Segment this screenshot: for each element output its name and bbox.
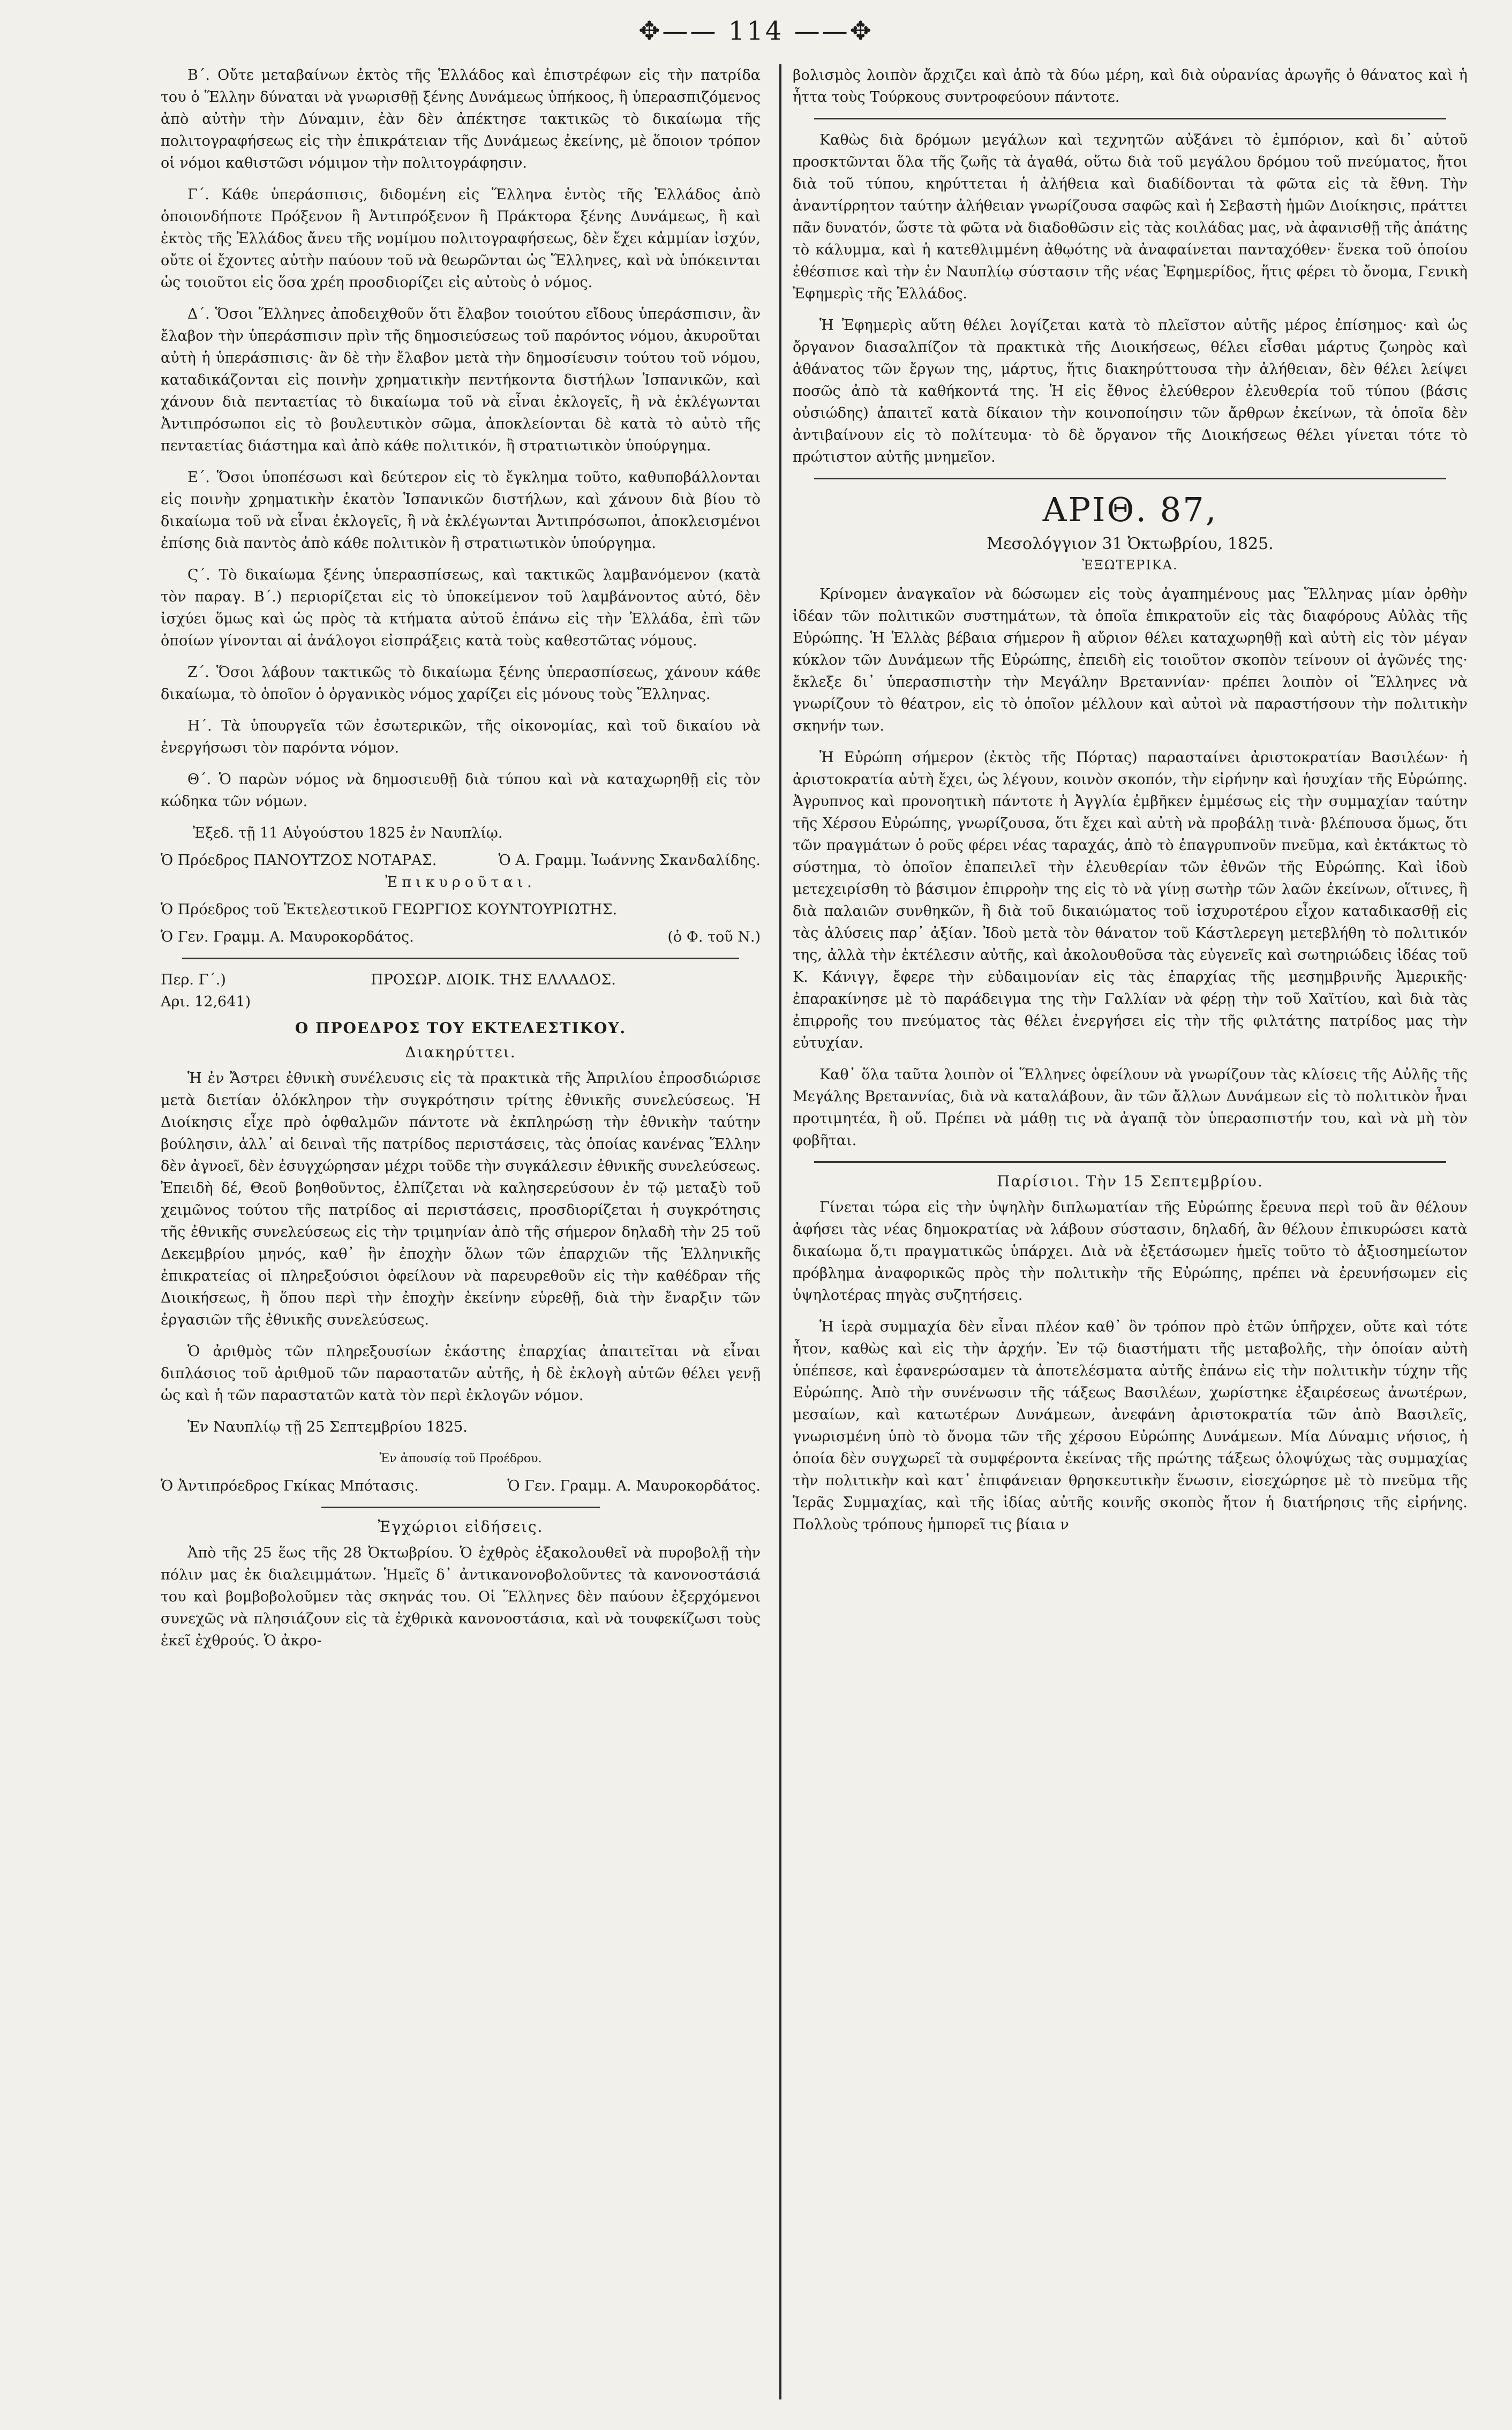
page-number: 114	[728, 16, 784, 46]
section-rule-5	[814, 1161, 1446, 1163]
sig-vice: Ὁ Ἀντιπρόεδρος Γκίκας Μπότασις.	[161, 1478, 419, 1494]
sig-vice-secretary: Ὁ Γεν. Γραμμ. Α. Μαυροκορδάτος.	[507, 1478, 761, 1494]
ornament-left-icon: ✥——	[638, 16, 718, 46]
right-column	[793, 64, 1468, 1545]
issued-line: Ἐξεδ. τῇ 11 Αὐγούστου 1825 ἐν Ναυπλίῳ.	[193, 825, 503, 841]
decree-title: Ο ΠΡΟΕΔΡΟΣ ΤΟΥ ΕΚΤΕΛΕΣΤΙΚΟΥ.	[295, 1019, 627, 1037]
decree-place-date: Ἐν Ναυπλίῳ τῇ 25 Σεπτεμβρίου 1825.	[187, 1419, 468, 1435]
sig-note: (ὁ Φ. τοῦ Ν.)	[667, 929, 761, 945]
section-rule-4	[814, 478, 1446, 479]
section-foreign: ἘΞΩΤΕΡΙΚΑ.	[1082, 558, 1178, 573]
article-d: Δ΄. Ὅσοι Ἕλληνες ἀποδειχθοῦν ὅτι ἔλαβον τοιούτου εἴδους ὑπεράσπισιν, ἂν ἔλαβον τὴν ὑπεράσπισιν πρὶν τῆς δημοσιεύσεως τοῦ παρόντος νόμου, ἀκυροῦται αὐτὴ ἡ ὑπεράσπισις· ἂν δὲ τὴν ἔλαβον μετὰ τὴν δημοσίευσιν τούτου τοῦ νόμου, καταδικάζονται εἰς ποινὴν χρηματικὴν πεντήκοντα διστήλων Ἱσπανικῶν, καὶ χάνουν διὰ πενταετίας τὸ δικαίωμα τοῦ νὰ εἶναι ἐκλογεῖς, ἢ νὰ ἐκλέγωνται Ἀντιπρόσωποι εἰς τὸ βουλευτικὸν σῶμα, ἀποκλείονται δὲ κατὰ τὸ αὐτὸ τῆς πενταετίας διάστημα καὶ ἀπὸ κάθε πολιτικόν, ἢ στρατιωτικὸν ὑπούργημα.	[161, 306, 761, 454]
foreign-para-1: Κρίνομεν ἀναγκαῖον νὰ δώσωμεν εἰς τοὺς ἀγαπημένους μας Ἕλληνας μίαν ὀρθὴν ἰδέαν τῶν πολιτικῶν συστημάτων, τὰ ὁποῖα ἐπικρατοῦν εἰς τὰς διαφόρους Αὐλὰς τῆς Εὐρώπης. Ἡ Ἑλλὰς βέβαια σήμερον ἢ αὔριον θέλει καταχωρηθῇ καὶ αὐτὴ εἰς τὸν μέγαν κύκλον τῶν Δυνάμεων τῆς Εὐρώπης, ἐπειδὴ εἰς τοιοῦτον σκοπὸν τείνουν οἱ ἀγῶνές της· ἔκλεξε δι᾽ ὑπερασπιστὴν τὴν Μεγάλην Βρεταννίαν· πρέπει λοιπὸν οἱ Ἕλληνες νὰ γνωρίζουν τὸ θέατρον, εἰς τὸ ὁποῖον μέλλουν καὶ αὐτοὶ νὰ παραστήσουν τὴν πολιτικὴν σκηνήν των.	[793, 586, 1468, 734]
section-rule-2	[321, 1507, 600, 1508]
article-z: Ζ΄. Ὅσοι λάβουν τακτικῶς τὸ δικαίωμα ξένης ὑπερασπίσεως, χάνουν κάθε δικαίωμα, τὸ ὁποῖον ὁ ὀργανικὸς νόμος χαρίζει εἰς μόνους τοὺς Ἕλληνας.	[161, 664, 761, 703]
domestic-title: Ἐγχώριοι εἰδήσεις.	[378, 1518, 544, 1536]
paris-para-2: Ἡ ἱερὰ συμμαχία δὲν εἶναι πλέον καθ᾽ ὃν τρόπον πρὸ ἐτῶν ὑπῆρχεν, οὔτε καὶ τότε ἦτον, καθὼς καὶ εἰς τὴν ἀρχήν. Ἐν τῷ διαστήματι τῆς μεταβολῆς, τὴν ὁποίαν αὐτὴ ὑπέπεσε, καὶ ἐφανερώσαμεν τὰ ἀποτελέσματα αὐτῆς ἐπάνω εἰς τὴν πολιτικὴν τύχην τῆς Εὐρώπης. Ἀπὸ τὴν συνένωσιν τῆς τάξεως Βασιλέων, χωρίστηκε ἐξαιρέσεως ἀνωτέρων, μεσαίων, καὶ κατωτέρων Δυνάμεων, ἀνεφάνη ἀριστοκρατία τῶν ἀπὸ Βασιλεῖς, γνωρισμένη ὑπὸ τὸ ὄνομα τῶν τῆς χέρσου Εὐρώπης Δυνάμεων. Μία Δύναμις νήσιος, ἡ ὁποία δὲν συγχωρεῖ τὰ συμφέροντα ἐκείνας τῆς πρώτης τάξεως ὁλοψύχως τὰς συμμαχίας τὴν πολιτικὴν καὶ κατ᾽ ἐπιφάνειαν θρησκευτικὴν ἕνωσιν, εἰσεχώρησε μὲ τὸ πνεῦμα τῆς Ἱερᾶς Συμμαχίας, καὶ τῆς ἰδίας αὐτῆς κοινῆς σκοπὸς ἤτον ἡ διατήρησις τῆς εἰρήνης. Πολλοὺς τρόπους ἡμπορεῖ τις βίαια ν	[793, 1319, 1468, 1533]
absence-note: Ἐν ἀπουσίᾳ τοῦ Προέδρου.	[379, 1452, 542, 1465]
sig-president: Ὁ Πρόεδρος ΠΑΝΟΥΤΖΟΣ ΝΟΤΑΡΑΣ.	[161, 852, 437, 869]
article-b: Β΄. Οὔτε μεταβαίνων ἐκτὸς τῆς Ἑλλάδος καὶ ἐπιστρέφων εἰς τὴν πατρίδα του ὁ Ἕλλην δύναται νὰ γνωρισθῇ ξένης Δυνάμεως ὑπήκοος, ἢ ὑπερασπιζόμενος ἀπὸ αὐτὴν τὴν Δύναμιν, ἐὰν δὲν ἀπέκτησε τακτικῶς τὸ δικαίωμα τῆς πολιτογραφήσεως εἰς τὴν ἐπικράτειαν τῆς Δυνάμεως ἐκείνης, μὲ ὅποιον τρόπον οἱ νόμοι καθιστῶσι νόμιμον τὴν πολιτογράφησιν.	[161, 67, 761, 171]
press-para-2: Ἡ Ἐφημερὶς αὕτη θέλει λογίζεται κατὰ τὸ πλεῖστον αὐτῆς μέρος ἐπίσημος· καὶ ὡς ὄργανον διασαλπίζον τὰ πρακτικὰ τῆς Διοικήσεως, θέλει εἶσθαι μάρτυς ζωηρὸς καὶ ἀθάνατος τῶν ἔργων της, μάρτυς, ἥτις διακηρύττουσα τὴν ἀλήθειαν, δὲν θέλει λείψει ποσῶς ἀπὸ τὰ καθήκοντά της. Ἡ εἰς ἔθνος ἐλεύθερον ἐλευθερία τοῦ τύπου (βάσις οὐσιώδης) ἀπαιτεῖ κατὰ δίκαιον τὴν κοινοποίησιν τῶν ἄρθρων ἐκείνων, τὰ ὁποῖα δὲν ἀντιβαίνουν εἰς τὸ πολίτευμα· τὸ δὲ ὄργανον τῆς Διοικήσεως θέλει γίνεται τότε τὸ πρώτιστον αὐτῆς μνημεῖον.	[793, 317, 1468, 465]
sig-gen-secretary: Ὁ Γεν. Γραμμ. Α. Μαυροκορδάτος.	[161, 929, 414, 945]
press-para-1: Καθὼς διὰ δρόμων μεγάλων καὶ τεχνητῶν αὐξάνει τὸ ἐμπόριον, καὶ δι᾽ αὐτοῦ προσκτῶνται ὅλα τῆς ζωῆς τὰ ἀγαθά, οὕτω διὰ τοῦ μεγάλου δρόμου τοῦ πνεύματος, ἤτοι διὰ τοῦ τύπου, κηρύττεται ἡ ἀλήθεια καὶ διαδίδονται τὰ φῶτα εἰς τὰ ἔθνη. Τὴν ἀναντίρρητον ταύτην ἀλήθειαν γνωρίζουσα σαφῶς καὶ ἡ Σεβαστὴ ἡμῶν Διοίκησις, πράττει πᾶν δυνατόν, ὥστε τὰ φῶτα νὰ διαδοθῶσιν εἰς τὰς κοιλάδας μας, νὰ ἀφανισθῇ τῆς ἀπάτης τὸ κάλυμμα, καὶ ἡ κατεθλιμμένη ἀθῳότης νὰ ἀναφαίνεται πανταχόθεν· ἕνεκα τοῦ ὁποίου ἐθέσπισε καὶ τὴν ἐν Ναυπλίῳ σύστασιν τῆς νέας Ἐφημερίδος, ἥτις φέρει τὸ ὄνομα, Γενικὴ Ἐφημερὶς τῆς Ἑλλάδος.	[793, 132, 1468, 302]
decree-para-1: Ἡ ἐν Ἄστρει ἐθνικὴ συνέλευσις εἰς τὰ πρακτικὰ τῆς Ἀπριλίου ἐπροσδιώρισε μετὰ διετίαν ὁλόκληρον τὴν συγκρότησιν τρίτης ἐθνικῆς συνελεύσεως. Ἡ Διοίκησις εἶχε πρὸ ὀφθαλμῶν πάντοτε νὰ ἐκπληρώσῃ τὴν ἐθνικὴν ταύτην βούλησιν, ἀλλ᾽ αἱ δειναὶ τῆς πατρίδος περιστάσεις, τὰς ὁποίας κανένας Ἕλλην δὲν ἀγνοεῖ, δὲν ἐσυγχώρησαν μέχρι τοῦδε τὴν συγκάλεσιν ἐθνικῆς συνελεύσεως. Ἐπειδὴ δέ, Θεοῦ βοηθοῦντος, ἐλπίζεται νὰ καλησερεύσουν ἐν τῷ μεταξὺ τοῦ χειμῶνος τούτου τῆς πατρίδος αἱ περιστάσεις, προσδιορίζεται ἡ συγκρότησις τῆς ἐθνικῆς συνελεύσεως εἰς τὴν τριμηνίαν ἀπὸ τῆς σήμερον δηλαδὴ τὴν 25 τοῦ Δεκεμβρίου μηνός, καθ᾽ ἣν ἐποχὴν ὅλων τῶν ἐπαρχιῶν τῆς Ἑλληνικῆς ἐπικρατείας οἱ πληρεξούσιοι ὀφείλουν νὰ παρευρεθοῦν εἰς τὴν καθέδραν τῆς Διοικήσεως, ἢ ὅπου περὶ τὴν ἐποχὴν ἐκείνην εὑρεθῇ, διὰ τὴν ἔναρξιν τῶν ἐργασιῶν τῆς ἐθνικῆς συνελεύσεως.	[161, 1070, 761, 1328]
issue-date: Μεσολόγγιον 31 Ὀκτωβρίου, 1825.	[987, 535, 1274, 553]
article-e: Ε΄. Ὅσοι ὑποπέσωσι καὶ δεύτερον εἰς τὸ ἔγκλημα τοῦτο, καθυποβάλλονται εἰς ποινὴν χρηματικὴν ἑκατὸν Ἱσπανικῶν διστήλων, καὶ χάνουν διὰ βίου τὸ δικαίωμα τοῦ νὰ εἶναι ἐκλογεῖς, ἢ νὰ ἐκλέγωνται Ἀντιπρόσωποι, ἀποκλεισμένοι ἐπίσης διὰ παντὸς ἀπὸ κάθε πολιτικὸν ἢ στρατιωτικὸν ὑπούργημα.	[161, 469, 761, 552]
foreign-para-2: Ἡ Εὐρώπη σήμερον (ἐκτὸς τῆς Πόρτας) παρασταίνει ἀριστοκρατίαν Βασιλέων· ἡ ἀριστοκρατία αὐτὴ ἔχει, ὡς λέγουν, κοινὸν σκοπόν, τὴν εἰρήνην καὶ ἡσυχίαν τῆς Εὐρώπης. Ἀγρυπνος καὶ προνοητικὴ πάντοτε ἡ Ἀγγλία ἐμβῆκεν ἐμμέσως εἰς τὴν συμμαχίαν ταύτην τῆς Χέρσου Εὐρώπης, γνωρίζουσα, ὅτι ἔχει καὶ αὐτὴ νὰ προβάλῃ τινὰ· βλέπουσα ὅμως, ὅτι τῶν πραγμάτων ὁ ροῦς φέρει νέας ταραχάς, ἀπὸ τὸ ἐπαγρυπνοῦν πνεῦμα, καὶ ἐκτάκτως τὸ σύστημα, τὸ ὁποῖον ἐπαπειλεῖ τὴν ἐλευθερίαν τῶν ἐθνῶν τῆς Εὐρώπης. Καὶ ἰδοὺ μετεχειρίσθη τὸ βάσιμον ἐπιρροὴν της εἰς τὸ νὰ γίνῃ σωτὴρ τῶν λαῶν ἐκείνων, οἵτινες, ἢ διὰ παλαιῶν συνθηκῶν, ἢ διὰ τοῦ δικαιώματος τοῦ ἰσχυροτέρου εἶχον καταδικασθῇ εἰς τὰς ἁλύσεις παρ᾽ ἀξίαν. Ἰδοὺ μετὰ τὸν θάνατον τοῦ Κάστλερεγη μετεβλήθη τὸ πολιτικόν της, ἀλλὰ τὴν ἐκτέλεσιν αὐτῆς, καὶ ἀκολουθοῦσα τὰς εὐγενεῖς καὶ σωτηριώδεις ἰδέας τοῦ Κ. Κάνιγγ, ἔφερε τὴν εὐδαιμονίαν εἰς τὰς ἐπαρχίας τῆς μεσημβρινῆς Ἀμερικῆς· ἐπαρακίνησε μὲ τὸ παράδειγμα της τὴν Γαλλίαν νὰ φέρῃ τὴν τοῦ Χαϊτίου, καὶ διὰ τὰς ἐπιρροῆς του πνεύματος τὰς θέλει ἐνεργήσει εἰς τὴν τῆς φιλτάτης πατρίδος μας τὴν εὐτυχίαν.	[793, 749, 1468, 1051]
left-column	[161, 64, 761, 1661]
signature-row-1	[161, 849, 761, 871]
paris-para-1: Γίνεται τώρα εἰς τὴν ὑψηλὴν διπλωματίαν τῆς Εὐρώπης ἔρευνα περὶ τοῦ ἂν θέλουν ἀφήσει τὰς νέας δημοκρατίας νὰ λάβουν σύστασιν, δηλαδή, ἂν θέλουν ἐπικυρώσει κατὰ δικαίωμα ὅ,τι πραγματικῶς ὑπάρχει. Διὰ νὰ ἐξετάσωμεν ἡμεῖς τοῦτο τὸ ἀξιοσημείωτον πρόβλημα ἀναφορικῶς πρὸς τὴν πολιτικὴν τῆς Εὐρώπης, πρέπει νὰ ἐρευνήσωμεν εἰς ὑψηλοτέρας πηγὰς συζητήσεις.	[793, 1199, 1468, 1304]
paris-dateline: Παρίσιοι. Τὴν 15 Σεπτεμβρίου.	[997, 1172, 1263, 1190]
foreign-para-3: Καθ᾽ ὅλα ταῦτα λοιπὸν οἱ Ἕλληνες ὀφείλουν νὰ γνωρίζουν τὰς κλίσεις τῆς Αὐλῆς τῆς Μεγάλης Βρεταννίας, διὰ νὰ καταλάβουν, ἂν τῶν ἄλλων Δυνάμεων εἰς τὸ πολιτικὸν ἦναι προτιμητέα, ἢ οὔ. Πρέπει νὰ μάθῃ τις νὰ ἀγαπᾷ τὸν ὑπερασπιστήν του, καὶ νὰ μὴ τὸν φοβῆται.	[793, 1066, 1468, 1149]
decree-para-2: Ὁ ἀριθμὸς τῶν πληρεξουσίων ἑκάστης ἐπαρχίας ἀπαιτεῖται νὰ εἶναι διπλάσιος τοῦ ἀριθμοῦ τῶν παραστατῶν αὐτῆς, ἡ δὲ ἐκλογὴ αὐτῶν θέλει γενῇ ὡς καὶ ἡ τῶν παραστατῶν κατὰ τὸν περὶ ἐκλογῶν νόμον.	[161, 1343, 761, 1404]
decree-govt: ΠΡΟΣΩΡ. ΔΙΟΙΚ. ΤΗΣ ΕΛΛΑΔΟΣ.	[371, 972, 616, 988]
epikyroutai: Ἐπικυροῦται.	[385, 874, 536, 891]
decree-subtitle: Διακηρύττει.	[405, 1043, 516, 1061]
decree-ref: Περ. Γ΄.)	[161, 972, 226, 988]
signature-row-2	[161, 926, 761, 948]
page-header	[0, 16, 1512, 46]
article-th: Θ΄. Ὁ παρὼν νόμος νὰ δημοσιευθῇ διὰ τύπου καὶ νὰ καταχωρηθῇ εἰς τὸν κώδηκα τῶν νόμων.	[161, 771, 761, 810]
sig-secretary: Ὁ Α. Γραμμ. Ἰωάννης Σκανδαλίδης.	[498, 852, 761, 869]
article-h: Η΄. Τὰ ὑπουργεῖα τῶν ἐσωτερικῶν, τῆς οἰκονομίας, καὶ τοῦ δικαίου νὰ ἐνεργήσωσι τὸν παρόντα νόμον.	[161, 718, 761, 756]
decree-number: Αρι. 12,641)	[161, 994, 251, 1010]
signature-row-3	[161, 1475, 761, 1497]
ornament-right-icon: ——✥	[794, 16, 874, 46]
section-rule	[182, 958, 739, 959]
article-g: Γ΄. Κάθε ὑπεράσπισις, διδομένη εἰς Ἕλληνα ἐντὸς τῆς Ἑλλάδος ἀπὸ ὁποιονδήποτε Πρόξενον ἢ Ἀντιπρόξενον ἢ Πράκτορα ξένης Δυνάμεως, ἢ καὶ ἐκτὸς τῆς Ἑλλάδος ἄνευ τῆς νομίμου πολιτογραφήσεως, δὲν ἔχει κἀμμίαν ἰσχύν, οὔτε οἱ ἔχοντες αὐτὴν παύουν τοῦ νὰ θεωρῶνται ὡς Ἕλληνες, καὶ νὰ ὑπόκεινται ὡς τοιοῦτοι εἰς ὅσα χρέη προσδιορίζει εἰς αὐτοὺς ὁ νόμος.	[161, 186, 761, 291]
sig-exec-president: Ὁ Πρόεδρος τοῦ Ἐκτελεστικοῦ ΓΕΩΡΓΙΟΣ ΚΟΥΝΤΟΥΡΙΩΤΗΣ.	[161, 901, 618, 918]
issue-title: ΑΡΙΘ. 87,	[1042, 490, 1218, 529]
article-st: Ϛ΄. Τὸ δικαίωμα ξένης ὑπερασπίσεως, καὶ τακτικῶς λαμβανόμενον (κατὰ τὸν παραγ. Β΄.) περιορίζεται εἰς τὸ ὑποκείμενον τοῦ λαμβάνοντος αὐτό, δὲν ἰσχύει ὅμως καὶ ὡς πρὸς τὰ κτήματα αὐτοῦ ἐπάνω εἰς τὴν Ἑλλάδα, ἐπὶ τῶν ὁποίων γίνονται αἱ ἀνάλογοι εἰσπράξεις κατὰ τοὺς καθεστῶτας νόμους.	[161, 567, 761, 649]
section-rule-3	[814, 118, 1446, 119]
column-divider	[779, 64, 781, 2399]
continued-para: βολισμὸς λοιπὸν ἄρχιζει καὶ ἀπὸ τὰ δύω μέρη, καὶ διὰ οὐρανίας ἀρωγῆς ὁ θάνατος καὶ ἡ ἧττα τοὺς Τούρκους συντροφεύουν πάντοτε.	[793, 67, 1468, 106]
decree-header-row-1	[161, 969, 761, 991]
domestic-para: Ἀπὸ τῆς 25 ἕως τῆς 28 Ὀκτωβρίου. Ὁ ἐχθρὸς ἐξακολουθεῖ νὰ πυροβολῇ τὴν πόλιν μας ἐκ διαλειμμάτων. Ἡμεῖς δ᾽ ἀντικανονοβολοῦντες τὰ κανονοστάσιά του καὶ βομβοβολοῦμεν τὰς σκηνάς του. Οἱ Ἕλληνες δὲν παύουν ἐξερχόμενοι συνεχῶς νὰ πλησιάζουν εἰς τὰ ἐχθρικὰ κανονοστάσια, καὶ νὰ τουφεκίζωσι τοὺς ἐκεῖ ἐχθρούς. Ὁ ἀκρο-	[161, 1545, 761, 1649]
